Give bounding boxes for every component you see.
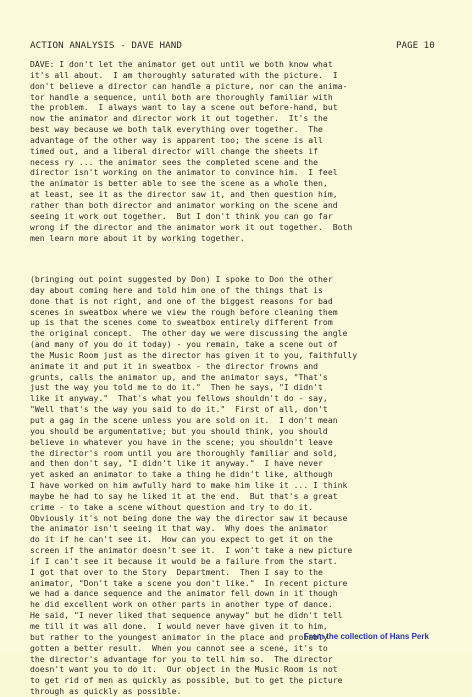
para2-line: if I can't see it because it would be a failure from the start. — [30, 555, 338, 566]
para1-line: tor handle a sequence, until both are thoroughly familiar with — [30, 91, 333, 102]
para1-line: seeing it work out together. But I don't think you can go far — [30, 210, 333, 221]
para2-line: "Well that's the way you said to do it." First of all, don't — [30, 404, 328, 415]
para2-line: the director's room until you are thoroughly familiar and sold, — [30, 447, 338, 458]
para2-line: He said, "I never liked that sequence anyway" but he didn't tell — [30, 610, 343, 621]
para1-line: now the animator and director work it out together. It's the — [30, 113, 328, 124]
para1-line: the animator is better able to see the scene as a whole then, — [30, 178, 328, 189]
para2-line: just the way you told me to do it." Then he says, "I didn't — [30, 382, 323, 393]
para1-line: men learn more about it by working together. — [30, 232, 245, 243]
para2-line: Obviously it's not being done the way the director saw it because — [30, 512, 348, 523]
para1-line: rather than both director and animator working on the scene and — [30, 199, 338, 210]
para2-line: grunts, calls the animator up, and the animator says, "That's — [30, 371, 328, 382]
para2-line: animate it and put it in sweatbox - the director frowns and — [30, 360, 319, 371]
para2-line: doesn't want you to do it. Our object in the Music Room is not — [30, 664, 338, 675]
para1-line: DAVE: I don't let the animator get out until we both know what — [30, 59, 333, 69]
para2-line: done that is not right, and one of the biggest reasons for bad — [30, 295, 333, 306]
para1-line: the problem. I always want to lay a scene out before-hand, but — [30, 102, 338, 113]
page-number: PAGE 10 — [396, 40, 435, 51]
para2-line: the original concept. The other day we were discussing the angle — [30, 328, 348, 339]
para1-line: necess ry ... the animator sees the completed scene and the — [30, 156, 319, 167]
para1-line: advantage of the other way is apparent too; the scene is all — [30, 134, 323, 145]
para2-line: (and many of you do it today) - you remain, take a scene out of — [30, 339, 338, 350]
para2-line: yet asked an animator to take a thing he didn't like, although — [30, 469, 333, 480]
para2-line: do it if he can't see it. How can you expect to get it on the — [30, 534, 333, 545]
para2-line: scenes in sweatbox where we view the rough before cleaning them — [30, 306, 338, 317]
para2-line: he did excellent work on other parts in another type of dance. — [30, 599, 333, 610]
para2-line: (bringing out point suggested by Don) I spoke to Don the other — [30, 274, 333, 284]
para2-line: believe in whatever you have in the scene; you shouldn't leave — [30, 436, 333, 447]
para2-line: screen if the animator doesn't see it. I won't take a new picture — [30, 545, 353, 556]
para2-line: through as quickly as possible. — [30, 686, 182, 697]
para2-line: to get rid of men as quickly as possible, but to get the picture — [30, 675, 343, 686]
para1-line: don't believe a director can handle a picture, nor can the anima- — [30, 80, 348, 91]
collection-credit: From the collection of Hans Perk — [304, 632, 429, 641]
para2-line: the director's advantage for you to tell him so. The director — [30, 653, 333, 664]
para2-line: the Music Room just as the director has given it to you, faithfully — [30, 349, 358, 360]
para2-line: maybe he had to say he liked it at the end. But that's a great — [30, 490, 338, 501]
para2-line: animator, "Don't take a scene you don't like." In recent picture — [30, 577, 348, 588]
para1-line: best way because we both talk everything over together. The — [30, 124, 323, 135]
para2-line: I have worked on him awfully hard to make him like it ... I think — [30, 480, 348, 491]
para2-line: I got that over to the Story Department. Then I say to the — [30, 566, 323, 577]
para1-line: at least, see it as the director saw it, and then question him, — [30, 189, 338, 200]
para2-line: put a gag in the scene unless you are sold on it. I don't mean — [30, 414, 338, 425]
para2-line: up is that the scenes come to sweatbox entirely different from — [30, 317, 333, 328]
para2-line: like it anyway." That's what you fellows shouldn't do - say, — [30, 393, 328, 404]
para2-line: you should be argumentative; but you should think, you should — [30, 425, 328, 436]
para2-line: gotten a better result. When you cannot see a scene, it's to — [30, 642, 328, 653]
para2-line: crime - to take a scene without question and try to do it. — [30, 501, 314, 512]
para2-line: me till it was all done. I would never have given it to him, — [30, 621, 328, 631]
para1-line: wrong if the director and the animator work it out together. Both — [30, 221, 353, 232]
para2-line: the animator isn't seeing it that way. Why does the animator — [30, 523, 328, 534]
para1-line: timed out, and a liberal director will change the sheets if — [30, 145, 319, 156]
para1-line: director isn't working on the animator to convince him. I feel — [30, 167, 338, 178]
para2-line: we had a dance sequence and the animator fell down in it though — [30, 588, 338, 599]
document-title: ACTION ANALYSIS - DAVE HAND — [30, 40, 183, 51]
para2-line: but rather to the youngest animator in the place and probably — [30, 631, 328, 642]
para2-line: and then don't say, "I didn't like it anyway." I have never — [30, 458, 323, 469]
paragraph-dave-statement — [30, 59, 352, 243]
para2-line: day about coming here and told him one of the things that is — [30, 284, 323, 295]
para1-line: it's all about. I am thoroughly saturated with the picture. I — [30, 69, 338, 80]
